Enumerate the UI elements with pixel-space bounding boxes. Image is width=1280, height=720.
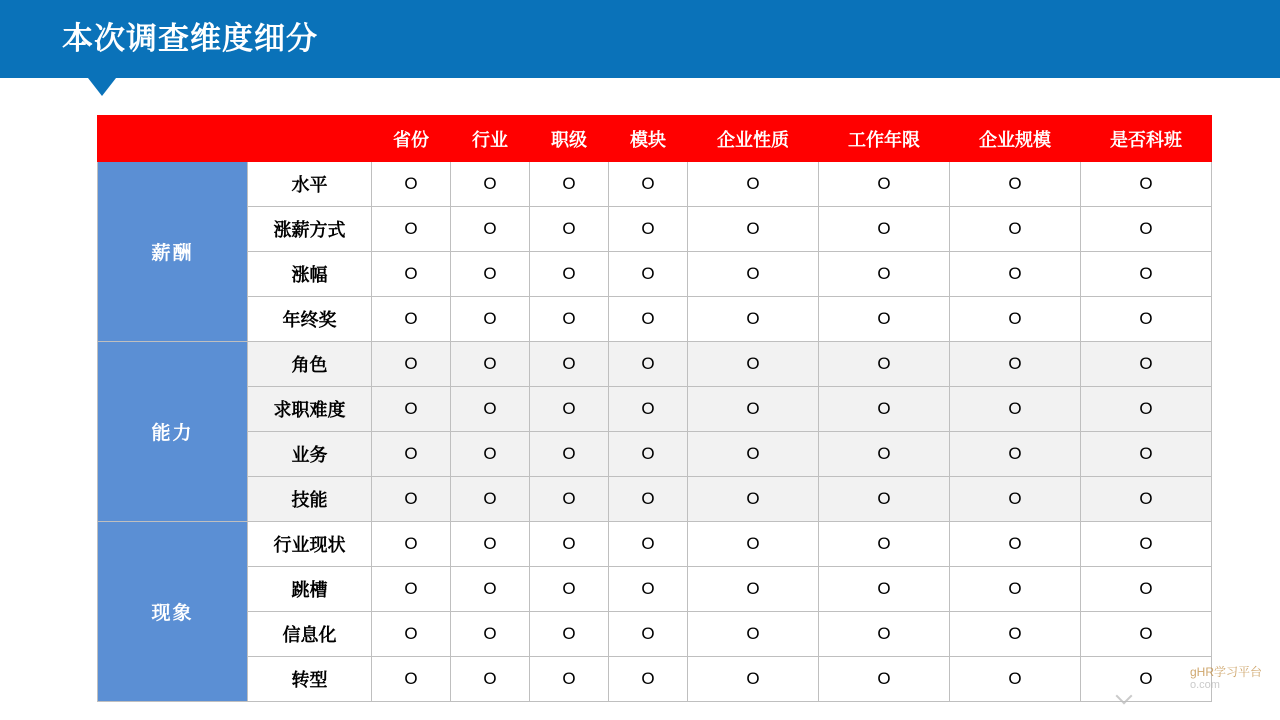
mark-cell: O	[688, 387, 819, 432]
table-row	[98, 657, 1212, 702]
mark-cell: O	[372, 297, 451, 342]
mark-cell: O	[372, 387, 451, 432]
column-header-work-years: 工作年限	[819, 116, 950, 162]
mark-cell: O	[950, 657, 1081, 702]
mark-cell: O	[950, 252, 1081, 297]
mark-cell: O	[1081, 477, 1212, 522]
column-header-industry: 行业	[451, 116, 530, 162]
table-row	[98, 522, 1212, 567]
mark-cell: O	[609, 477, 688, 522]
mark-cell: O	[688, 657, 819, 702]
mark-cell: O	[609, 522, 688, 567]
mark-cell: O	[950, 477, 1081, 522]
row-label: 技能	[248, 477, 372, 522]
mark-cell: O	[372, 342, 451, 387]
mark-cell: O	[451, 297, 530, 342]
header-notch-decoration	[88, 78, 116, 96]
mark-cell: O	[688, 342, 819, 387]
mark-cell: O	[688, 522, 819, 567]
mark-cell: O	[609, 252, 688, 297]
mark-cell: O	[451, 522, 530, 567]
mark-cell: O	[950, 387, 1081, 432]
mark-cell: O	[819, 657, 950, 702]
mark-cell: O	[609, 342, 688, 387]
mark-cell: O	[609, 162, 688, 207]
mark-cell: O	[950, 207, 1081, 252]
mark-cell: O	[819, 522, 950, 567]
row-label: 角色	[248, 342, 372, 387]
mark-cell: O	[819, 612, 950, 657]
mark-cell: O	[1081, 162, 1212, 207]
mark-cell: O	[609, 612, 688, 657]
mark-cell: O	[451, 207, 530, 252]
mark-cell: O	[950, 342, 1081, 387]
row-label: 信息化	[248, 612, 372, 657]
row-label: 年终奖	[248, 297, 372, 342]
mark-cell: O	[451, 432, 530, 477]
mark-cell: O	[950, 522, 1081, 567]
mark-cell: O	[530, 477, 609, 522]
mark-cell: O	[530, 297, 609, 342]
table-row	[98, 567, 1212, 612]
mark-cell: O	[451, 657, 530, 702]
watermark-line-2: o.com	[1189, 679, 1220, 691]
mark-cell: O	[819, 207, 950, 252]
column-header-province: 省份	[372, 116, 451, 162]
mark-cell: O	[372, 207, 451, 252]
mark-cell: O	[950, 567, 1081, 612]
table-row	[98, 387, 1212, 432]
page-title: 本次调查维度细分	[62, 21, 318, 56]
mark-cell: O	[819, 387, 950, 432]
mark-cell: O	[372, 657, 451, 702]
mark-cell: O	[530, 207, 609, 252]
row-label: 行业现状	[248, 522, 372, 567]
row-label: 水平	[248, 162, 372, 207]
mark-cell: O	[688, 162, 819, 207]
mark-cell: O	[1081, 297, 1212, 342]
column-header-is-major: 是否科班	[1081, 116, 1212, 162]
mark-cell: O	[1081, 252, 1212, 297]
watermark-line-1: gHR学习平台	[1189, 665, 1262, 679]
mark-cell: O	[819, 342, 950, 387]
mark-cell: O	[609, 387, 688, 432]
mark-cell: O	[451, 162, 530, 207]
mark-cell: O	[688, 567, 819, 612]
mark-cell: O	[819, 567, 950, 612]
mark-cell: O	[688, 252, 819, 297]
group-label-compensation: 薪酬	[98, 162, 248, 342]
mark-cell: O	[451, 612, 530, 657]
row-label: 跳槽	[248, 567, 372, 612]
mark-cell: O	[1081, 567, 1212, 612]
mark-cell: O	[530, 162, 609, 207]
mark-cell: O	[530, 252, 609, 297]
mark-cell: O	[950, 162, 1081, 207]
mark-cell: O	[451, 252, 530, 297]
mark-cell: O	[1081, 387, 1212, 432]
mark-cell: O	[609, 432, 688, 477]
mark-cell: O	[688, 207, 819, 252]
row-label: 涨幅	[248, 252, 372, 297]
column-header-company-size: 企业规模	[950, 116, 1081, 162]
row-label: 涨薪方式	[248, 207, 372, 252]
table-row	[98, 252, 1212, 297]
mark-cell: O	[451, 567, 530, 612]
mark-cell: O	[530, 567, 609, 612]
mark-cell: O	[688, 432, 819, 477]
mark-cell: O	[451, 387, 530, 432]
dimension-matrix-container	[97, 115, 1186, 702]
mark-cell: O	[372, 522, 451, 567]
mark-cell: O	[1081, 432, 1212, 477]
row-label: 业务	[248, 432, 372, 477]
table-row	[98, 432, 1212, 477]
mark-cell: O	[950, 612, 1081, 657]
mark-cell: O	[1081, 207, 1212, 252]
mark-cell: O	[451, 342, 530, 387]
mark-cell: O	[609, 567, 688, 612]
table-header-row	[98, 116, 1212, 162]
mark-cell: O	[819, 162, 950, 207]
table-row	[98, 162, 1212, 207]
mark-cell: O	[609, 207, 688, 252]
mark-cell: O	[372, 477, 451, 522]
mark-cell: O	[1081, 522, 1212, 567]
mark-cell: O	[372, 567, 451, 612]
mark-cell: O	[451, 477, 530, 522]
column-header-joblevel: 职级	[530, 116, 609, 162]
mark-cell: O	[1081, 342, 1212, 387]
mark-cell: O	[688, 612, 819, 657]
mark-cell: O	[530, 342, 609, 387]
row-label: 转型	[248, 657, 372, 702]
mark-cell: O	[819, 432, 950, 477]
mark-cell: O	[372, 432, 451, 477]
mark-cell: O	[688, 477, 819, 522]
column-header-company-nature: 企业性质	[688, 116, 819, 162]
mark-cell: O	[609, 657, 688, 702]
group-label-capability: 能力	[98, 342, 248, 522]
column-header-module: 模块	[609, 116, 688, 162]
table-row	[98, 612, 1212, 657]
table-row	[98, 297, 1212, 342]
group-label-phenomenon: 现象	[98, 522, 248, 702]
mark-cell: O	[372, 612, 451, 657]
mark-cell: O	[688, 297, 819, 342]
dimension-matrix-table	[97, 115, 1212, 702]
mark-cell: O	[530, 432, 609, 477]
mark-cell: O	[372, 252, 451, 297]
row-label: 求职难度	[248, 387, 372, 432]
mark-cell: O	[530, 522, 609, 567]
mark-cell: O	[530, 612, 609, 657]
mark-cell: O	[819, 477, 950, 522]
mark-cell: O	[819, 297, 950, 342]
mark-cell: O	[950, 432, 1081, 477]
mark-cell: O	[609, 297, 688, 342]
mark-cell: O	[1081, 612, 1212, 657]
mark-cell: O	[950, 297, 1081, 342]
table-row	[98, 207, 1212, 252]
mark-cell: O	[372, 162, 451, 207]
table-row	[98, 477, 1212, 522]
mark-cell: O	[530, 657, 609, 702]
mark-cell: O	[1081, 657, 1212, 702]
mark-cell: O	[819, 252, 950, 297]
table-corner-cell	[98, 116, 372, 162]
mark-cell: O	[530, 387, 609, 432]
table-row	[98, 342, 1212, 387]
